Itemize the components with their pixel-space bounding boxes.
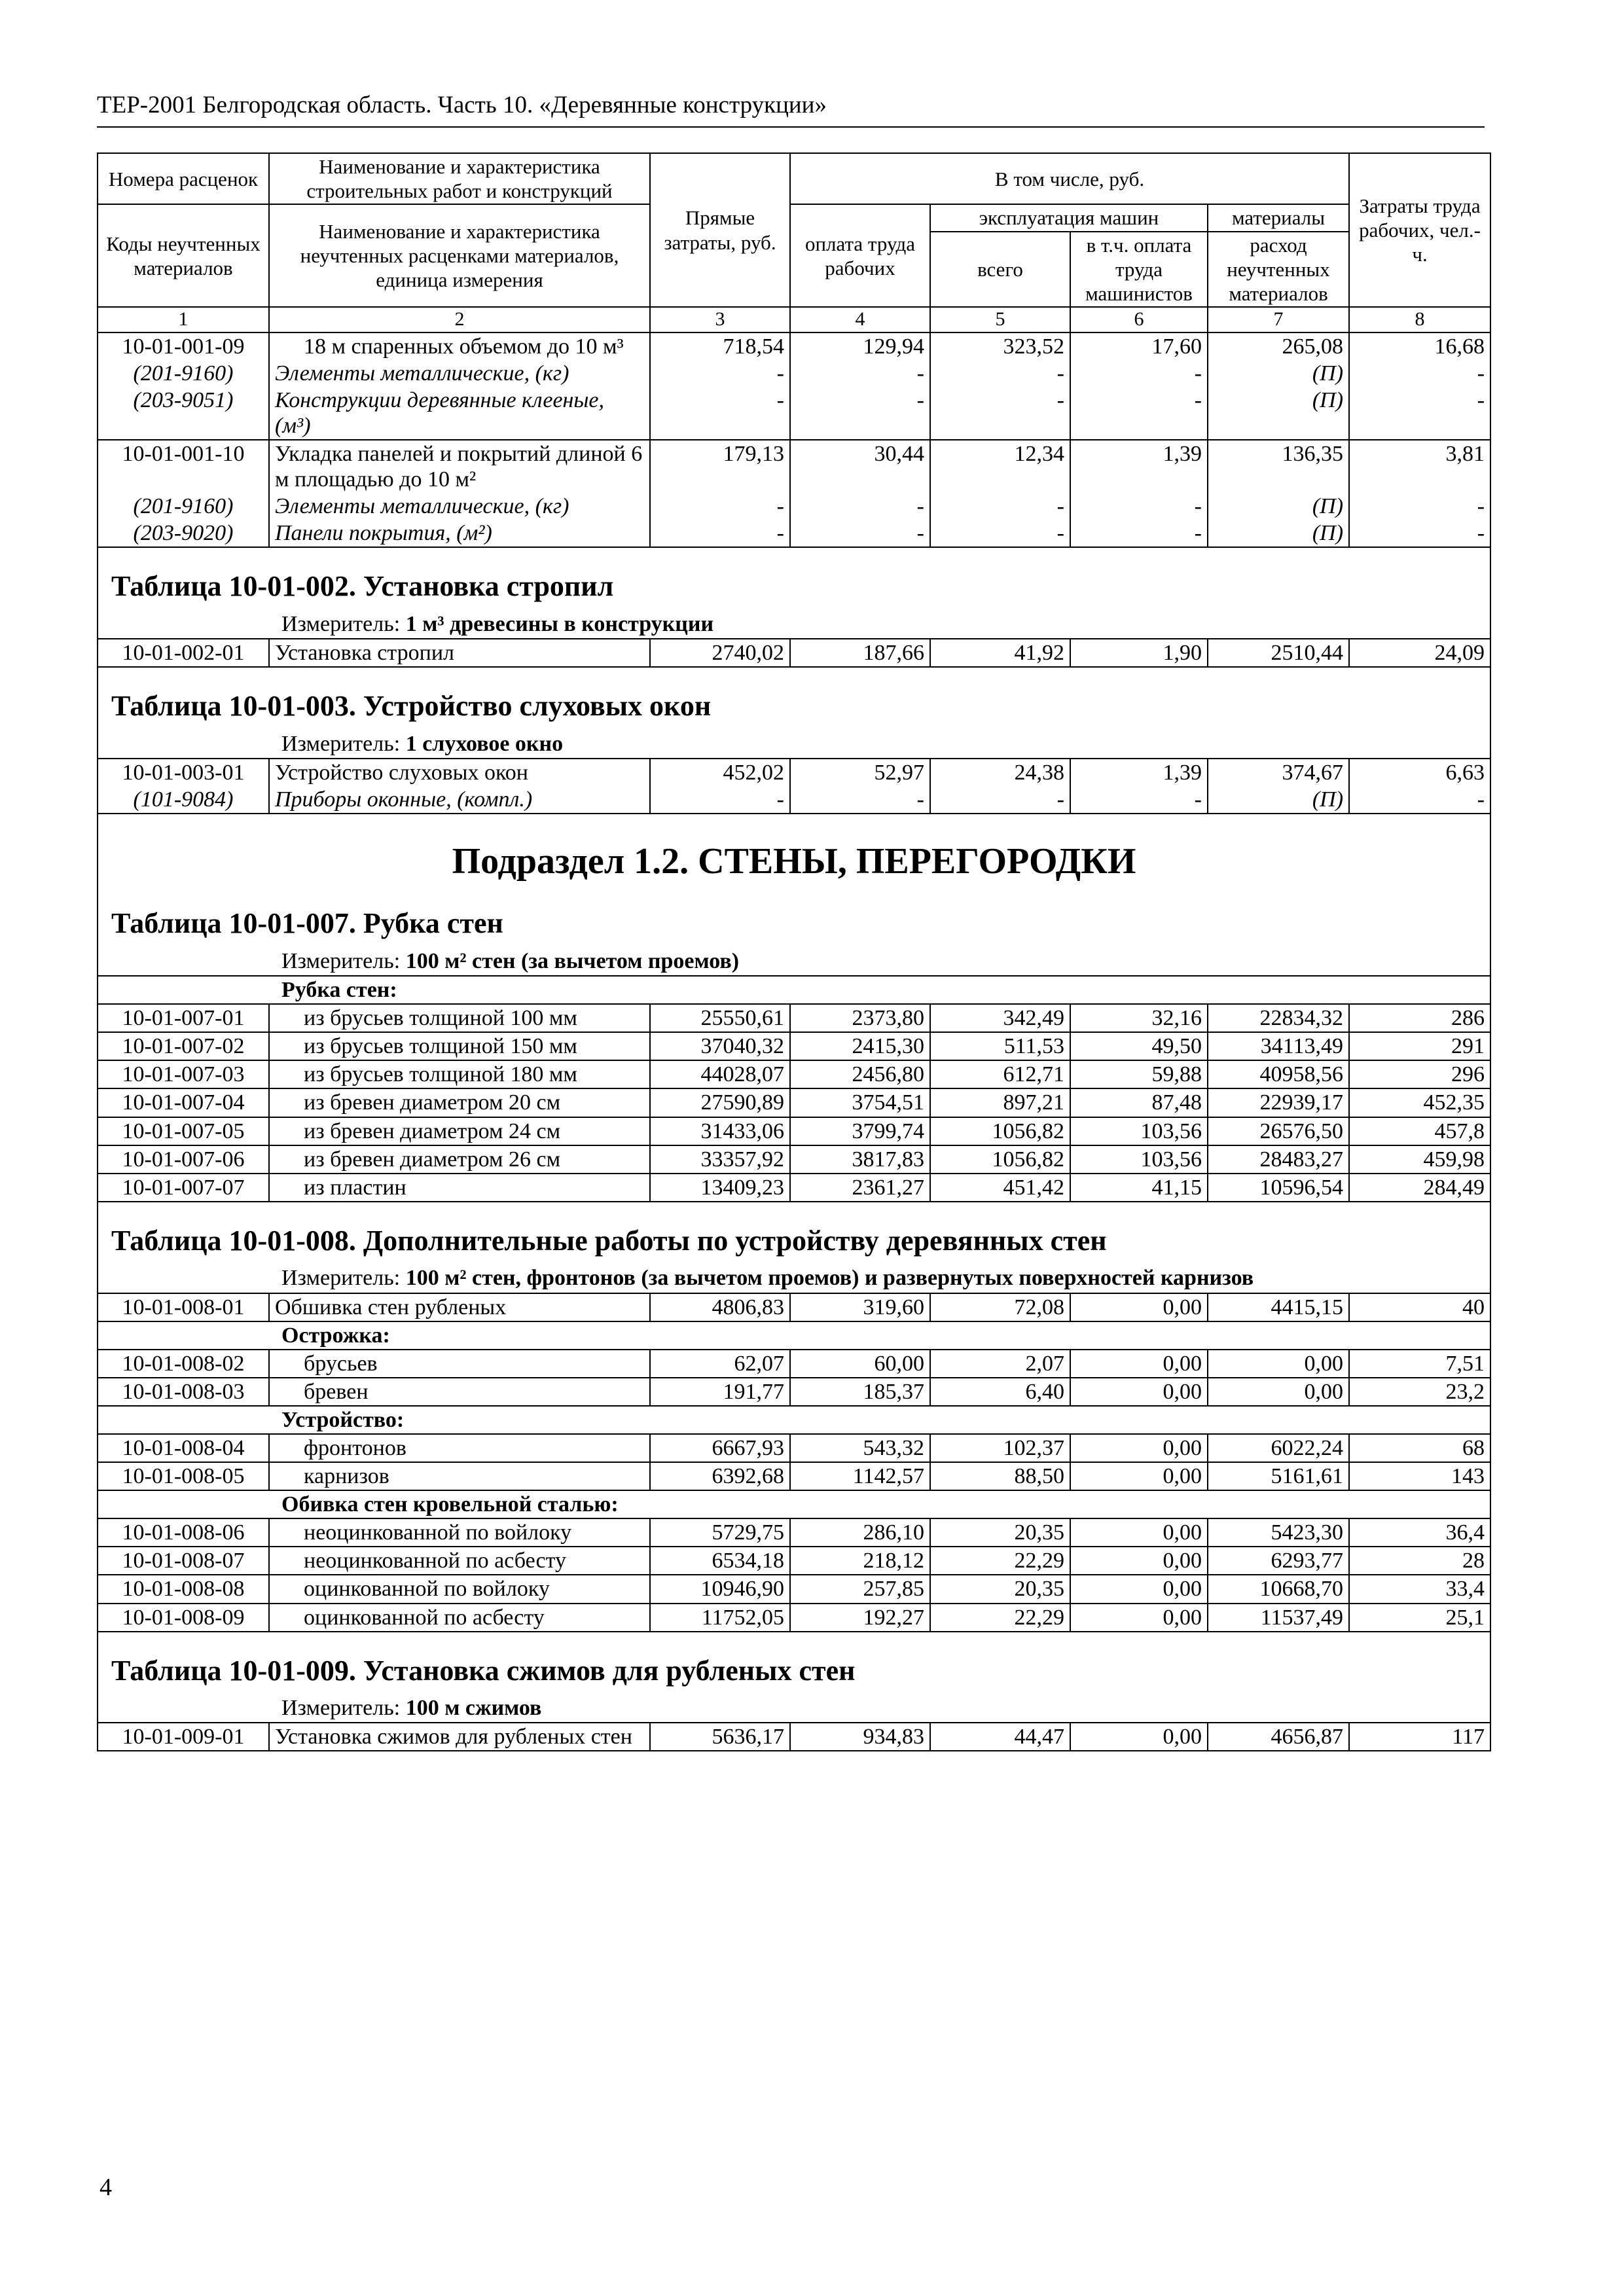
rate-code: 10-01-009-01 [98, 1723, 269, 1751]
rate-code: 10-01-001-10 [98, 440, 269, 493]
rate-code: 10-01-008-01 [98, 1293, 269, 1321]
material-row [98, 360, 1490, 387]
work-name: из бревен диаметром 26 см [269, 1145, 650, 1174]
table-row [98, 1032, 1490, 1060]
column-index-row [98, 307, 1490, 332]
col-unaccounted-materials: расход неучтенных материалов [1208, 232, 1349, 308]
value-cell: - [930, 786, 1070, 814]
value-cell: 459,98 [1349, 1145, 1490, 1174]
material-row [98, 520, 1490, 547]
value-cell: (П) [1208, 387, 1349, 440]
rate-code: 10-01-008-09 [98, 1604, 269, 1632]
measure-label: Измеритель: [281, 949, 401, 974]
work-name: из брусьев толщиной 150 мм [269, 1032, 650, 1060]
table-row [98, 1350, 1490, 1378]
measure-line [98, 1693, 1490, 1723]
group-label: Острожка: [98, 1321, 1490, 1350]
value-cell: - [1349, 786, 1490, 814]
value-cell: 452,35 [1349, 1088, 1490, 1117]
value-cell: 20,35 [930, 1575, 1070, 1603]
value-cell: 44,47 [930, 1723, 1070, 1751]
table-row [98, 1604, 1490, 1632]
value-cell: 0,00 [1070, 1378, 1208, 1406]
value-cell: 6293,77 [1208, 1547, 1349, 1575]
value-cell: 0,00 [1070, 1547, 1208, 1575]
table-row [98, 1462, 1490, 1490]
value-cell: 52,97 [790, 759, 930, 786]
value-cell: 24,09 [1349, 639, 1490, 667]
value-cell: - [1070, 493, 1208, 520]
value-cell: 10946,90 [650, 1575, 790, 1603]
value-cell: 26576,50 [1208, 1117, 1349, 1145]
value-cell: 2456,80 [790, 1060, 930, 1088]
value-cell: 6392,68 [650, 1462, 790, 1490]
col-index: 6 [1070, 307, 1208, 332]
value-cell: 2361,27 [790, 1174, 930, 1202]
value-cell: 6667,93 [650, 1434, 790, 1462]
material-code: (203-9020) [98, 520, 269, 547]
value-cell: 0,00 [1070, 1350, 1208, 1378]
table-row [98, 1117, 1490, 1145]
measure-value: 1 м³ древесины в конструкции [405, 611, 714, 636]
work-name: бревен [269, 1378, 650, 1406]
value-cell: - [1070, 520, 1208, 547]
value-cell: 2373,80 [790, 1004, 930, 1032]
work-name: брусьев [269, 1350, 650, 1378]
value-cell: 0,00 [1070, 1604, 1208, 1632]
value-cell: 22834,32 [1208, 1004, 1349, 1032]
value-cell: 4806,83 [650, 1293, 790, 1321]
material-row [98, 786, 1490, 814]
value-cell: 187,66 [790, 639, 930, 667]
value-cell: (П) [1208, 360, 1349, 387]
value-cell: 0,00 [1070, 1462, 1208, 1490]
value-cell: 10668,70 [1208, 1575, 1349, 1603]
value-cell: 28483,27 [1208, 1145, 1349, 1174]
material-name: Конструкции деревянные клееные, (м³) [269, 387, 650, 440]
rate-code: 10-01-008-07 [98, 1547, 269, 1575]
work-name: из бревен диаметром 24 см [269, 1117, 650, 1145]
value-cell: 179,13 [650, 440, 790, 493]
table-row [98, 1378, 1490, 1406]
work-name: из пластин [269, 1174, 650, 1202]
work-name: Укладка панелей и покрытий длиной 6 м площадью до 10 м² [269, 440, 650, 493]
value-cell: 4656,87 [1208, 1723, 1349, 1751]
subsection-title: Подраздел 1.2. СТЕНЫ, ПЕРЕГОРОДКИ [98, 814, 1490, 901]
value-cell: 2415,30 [790, 1032, 930, 1060]
value-cell: 13409,23 [650, 1174, 790, 1202]
value-cell: 1,39 [1070, 440, 1208, 493]
rate-code: 10-01-007-06 [98, 1145, 269, 1174]
table-title: Таблица 10-01-007. Рубка стен [98, 901, 1490, 946]
measure-line [98, 946, 1490, 976]
value-cell: 934,83 [790, 1723, 930, 1751]
measure-label: Измеритель: [281, 611, 401, 636]
value-cell: 2510,44 [1208, 639, 1349, 667]
value-cell: 286,10 [790, 1518, 930, 1547]
col-materials: материалы [1208, 204, 1349, 231]
value-cell: 3,81 [1349, 440, 1490, 493]
work-name: Устройство слуховых окон [269, 759, 650, 786]
rate-code: 10-01-008-05 [98, 1462, 269, 1490]
work-name: из брусьев толщиной 180 мм [269, 1060, 650, 1088]
value-cell: 44028,07 [650, 1060, 790, 1088]
col-index: 5 [930, 307, 1070, 332]
value-cell: 36,4 [1349, 1518, 1490, 1547]
rate-code: 10-01-002-01 [98, 639, 269, 667]
value-cell: 32,16 [1070, 1004, 1208, 1032]
value-cell: 6,40 [930, 1378, 1070, 1406]
value-cell: - [1070, 387, 1208, 440]
value-cell: 10596,54 [1208, 1174, 1349, 1202]
value-cell: 265,08 [1208, 332, 1349, 360]
value-cell: 1056,82 [930, 1117, 1070, 1145]
value-cell: 129,94 [790, 332, 930, 360]
table-row [98, 1088, 1490, 1117]
table-row [98, 440, 1490, 493]
value-cell: 11752,05 [650, 1604, 790, 1632]
table-row [98, 1174, 1490, 1202]
value-cell: 0,00 [1070, 1434, 1208, 1462]
work-name: Установка сжимов для рубленых стен [269, 1723, 650, 1751]
value-cell: 7,51 [1349, 1350, 1490, 1378]
rate-code: 10-01-007-05 [98, 1117, 269, 1145]
value-cell: - [1349, 520, 1490, 547]
measure-label: Измеритель: [281, 1696, 401, 1721]
material-code: (201-9160) [98, 493, 269, 520]
rate-code: 10-01-003-01 [98, 759, 269, 786]
rates-table [97, 152, 1491, 1751]
table-row [98, 332, 1490, 360]
table-row [98, 1547, 1490, 1575]
col-machines-total: всего [930, 232, 1070, 308]
value-cell: - [650, 387, 790, 440]
col-index: 7 [1208, 307, 1349, 332]
value-cell: 0,00 [1070, 1518, 1208, 1547]
value-cell: 612,71 [930, 1060, 1070, 1088]
value-cell: 452,02 [650, 759, 790, 786]
value-cell: 49,50 [1070, 1032, 1208, 1060]
table-row [98, 1434, 1490, 1462]
col-index: 2 [269, 307, 650, 332]
value-cell: 257,85 [790, 1575, 930, 1603]
value-cell: 5729,75 [650, 1518, 790, 1547]
work-name: Обшивка стен рубленых [269, 1293, 650, 1321]
value-cell: - [790, 520, 930, 547]
value-cell: 342,49 [930, 1004, 1070, 1032]
table-title: Таблица 10-01-008. Дополнительные работы по устройству деревянных стен [98, 1202, 1490, 1263]
col-index: 4 [790, 307, 930, 332]
value-cell: 192,27 [790, 1604, 930, 1632]
material-name: Приборы оконные, (компл.) [269, 786, 650, 814]
work-name: 18 м спаренных объемом до 10 м³ [269, 332, 650, 360]
value-cell: 5161,61 [1208, 1462, 1349, 1490]
work-name: Установка стропил [269, 639, 650, 667]
value-cell: - [650, 493, 790, 520]
value-cell: - [1070, 360, 1208, 387]
value-cell: - [650, 360, 790, 387]
value-cell: 319,60 [790, 1293, 930, 1321]
work-name: карнизов [269, 1462, 650, 1490]
measure-value: 100 м² стен (за вычетом проемов) [405, 949, 740, 974]
value-cell: 897,21 [930, 1088, 1070, 1117]
table-row [98, 1518, 1490, 1547]
value-cell: (П) [1208, 520, 1349, 547]
value-cell: - [930, 520, 1070, 547]
value-cell: - [930, 360, 1070, 387]
value-cell: 2,07 [930, 1350, 1070, 1378]
value-cell: - [650, 520, 790, 547]
value-cell: 34113,49 [1208, 1032, 1349, 1060]
col-index: 8 [1349, 307, 1490, 332]
value-cell: 60,00 [790, 1350, 930, 1378]
value-cell: 11537,49 [1208, 1604, 1349, 1632]
work-name: из бревен диаметром 20 см [269, 1088, 650, 1117]
value-cell: 87,48 [1070, 1088, 1208, 1117]
value-cell: (П) [1208, 786, 1349, 814]
group-label: Обивка стен кровельной сталью: [98, 1490, 1490, 1518]
measure-label: Измеритель: [281, 731, 401, 756]
rate-code: 10-01-008-06 [98, 1518, 269, 1547]
table-row [98, 1723, 1490, 1751]
value-cell: 103,56 [1070, 1117, 1208, 1145]
value-cell: 33357,92 [650, 1145, 790, 1174]
table-title: Таблица 10-01-009. Установка сжимов для рубленых стен [98, 1632, 1490, 1693]
material-name: Элементы металлические, (кг) [269, 360, 650, 387]
table-title: Таблица 10-01-003. Устройство слуховых окон [98, 667, 1490, 728]
value-cell: 25,1 [1349, 1604, 1490, 1632]
value-cell: 374,67 [1208, 759, 1349, 786]
value-cell: 6,63 [1349, 759, 1490, 786]
value-cell: 143 [1349, 1462, 1490, 1490]
value-cell: 286 [1349, 1004, 1490, 1032]
value-cell: 4415,15 [1208, 1293, 1349, 1321]
value-cell: 1,90 [1070, 639, 1208, 667]
rate-code: 10-01-007-07 [98, 1174, 269, 1202]
group-label: Рубка стен: [98, 976, 1490, 1004]
material-code: (201-9160) [98, 360, 269, 387]
col-machine-operators: в т.ч. оплата труда машинистов [1070, 232, 1208, 308]
value-cell: 451,42 [930, 1174, 1070, 1202]
value-cell: 25550,61 [650, 1004, 790, 1032]
material-row [98, 387, 1490, 440]
value-cell: - [1349, 360, 1490, 387]
col-material-codes: Коды неучтенных материалов [98, 204, 269, 307]
value-cell: 1056,82 [930, 1145, 1070, 1174]
value-cell: 6022,24 [1208, 1434, 1349, 1462]
value-cell: - [790, 786, 930, 814]
value-cell: 40 [1349, 1293, 1490, 1321]
value-cell: 3799,74 [790, 1117, 930, 1145]
value-cell: 718,54 [650, 332, 790, 360]
value-cell: 136,35 [1208, 440, 1349, 493]
rate-code: 10-01-001-09 [98, 332, 269, 360]
value-cell: 0,00 [1070, 1723, 1208, 1751]
rate-code: 10-01-007-01 [98, 1004, 269, 1032]
value-cell: - [930, 493, 1070, 520]
measure-line [98, 609, 1490, 639]
value-cell: 117 [1349, 1723, 1490, 1751]
value-cell: 2740,02 [650, 639, 790, 667]
value-cell: 0,00 [1070, 1293, 1208, 1321]
measure-line [98, 728, 1490, 759]
table-title: Таблица 10-01-002. Установка стропил [98, 547, 1490, 609]
measure-value: 100 м сжимов [405, 1696, 542, 1721]
material-code: (101-9084) [98, 786, 269, 814]
value-cell: 24,38 [930, 759, 1070, 786]
value-cell: 59,88 [1070, 1060, 1208, 1088]
value-cell: 20,35 [930, 1518, 1070, 1547]
table-row [98, 1145, 1490, 1174]
value-cell: 12,34 [930, 440, 1070, 493]
rate-code: 10-01-007-03 [98, 1060, 269, 1088]
value-cell: 6534,18 [650, 1547, 790, 1575]
work-name: из брусьев толщиной 100 мм [269, 1004, 650, 1032]
value-cell: - [1349, 387, 1490, 440]
value-cell: 41,15 [1070, 1174, 1208, 1202]
table-row [98, 1575, 1490, 1603]
measure-value: 1 слуховое окно [405, 731, 564, 756]
value-cell: - [790, 360, 930, 387]
material-name: Панели покрытия, (м²) [269, 520, 650, 547]
rate-code: 10-01-008-03 [98, 1378, 269, 1406]
value-cell: 511,53 [930, 1032, 1070, 1060]
value-cell: 5636,17 [650, 1723, 790, 1751]
value-cell: 22,29 [930, 1604, 1070, 1632]
table-row [98, 759, 1490, 786]
value-cell: - [790, 387, 930, 440]
value-cell: - [790, 493, 930, 520]
value-cell: 17,60 [1070, 332, 1208, 360]
value-cell: 457,8 [1349, 1117, 1490, 1145]
value-cell: 22,29 [930, 1547, 1070, 1575]
value-cell: 37040,32 [650, 1032, 790, 1060]
value-cell: 28 [1349, 1547, 1490, 1575]
measure-label: Измеритель: [281, 1266, 401, 1291]
page-header: ТЕР-2001 Белгородская область. Часть 10. «Деревянные конструкции» [97, 93, 1485, 128]
work-name: неоцинкованной по войлоку [269, 1518, 650, 1547]
value-cell: 33,4 [1349, 1575, 1490, 1603]
value-cell: - [1070, 786, 1208, 814]
table-row [98, 639, 1490, 667]
value-cell: 62,07 [650, 1350, 790, 1378]
material-row [98, 493, 1490, 520]
col-rate-numbers: Номера расценок [98, 153, 269, 204]
rate-code: 10-01-007-02 [98, 1032, 269, 1060]
col-direct-costs: Прямые затраты, руб. [650, 153, 790, 307]
table-row [98, 1004, 1490, 1032]
value-cell: 185,37 [790, 1378, 930, 1406]
value-cell: - [930, 387, 1070, 440]
work-name: оцинкованной по асбесту [269, 1604, 650, 1632]
col-labor-pay: оплата труда рабочих [790, 204, 930, 307]
value-cell: 323,52 [930, 332, 1070, 360]
work-name: фронтонов [269, 1434, 650, 1462]
measure-value: 100 м² стен, фронтонов (за вычетом проемов) и развернутых поверхностей карнизов [405, 1266, 1254, 1291]
value-cell: 72,08 [930, 1293, 1070, 1321]
value-cell: 22939,17 [1208, 1088, 1349, 1117]
table-row [98, 1060, 1490, 1088]
rate-code: 10-01-008-02 [98, 1350, 269, 1378]
value-cell: 27590,89 [650, 1088, 790, 1117]
value-cell: 5423,30 [1208, 1518, 1349, 1547]
value-cell: 88,50 [930, 1462, 1070, 1490]
value-cell: 284,49 [1349, 1174, 1490, 1202]
value-cell: - [650, 786, 790, 814]
value-cell: 291 [1349, 1032, 1490, 1060]
col-work-name: Наименование и характеристика строительных работ и конструкций [269, 153, 650, 204]
table-row [98, 1293, 1490, 1321]
value-cell: 16,68 [1349, 332, 1490, 360]
group-label: Устройство: [98, 1406, 1490, 1434]
value-cell: 0,00 [1208, 1350, 1349, 1378]
value-cell: 40958,56 [1208, 1060, 1349, 1088]
col-index: 3 [650, 307, 790, 332]
measure-line [98, 1263, 1490, 1293]
value-cell: 296 [1349, 1060, 1490, 1088]
value-cell: 3754,51 [790, 1088, 930, 1117]
value-cell: 1142,57 [790, 1462, 930, 1490]
value-cell: - [1349, 493, 1490, 520]
value-cell: 543,32 [790, 1434, 930, 1462]
page-number: 4 [99, 2174, 112, 2201]
value-cell: 3817,83 [790, 1145, 930, 1174]
table-header [98, 153, 1490, 307]
value-cell: 23,2 [1349, 1378, 1490, 1406]
rate-code: 10-01-008-04 [98, 1434, 269, 1462]
value-cell: 102,37 [930, 1434, 1070, 1462]
value-cell: 68 [1349, 1434, 1490, 1462]
value-cell: 218,12 [790, 1547, 930, 1575]
value-cell: 30,44 [790, 440, 930, 493]
value-cell: 1,39 [1070, 759, 1208, 786]
rate-code: 10-01-007-04 [98, 1088, 269, 1117]
work-name: неоцинкованной по асбесту [269, 1547, 650, 1575]
value-cell: 0,00 [1070, 1575, 1208, 1603]
col-labor-cost: Затраты труда рабочих, чел.-ч. [1349, 153, 1490, 307]
value-cell: 41,92 [930, 639, 1070, 667]
work-name: оцинкованной по войлоку [269, 1575, 650, 1603]
value-cell: 191,77 [650, 1378, 790, 1406]
value-cell: 0,00 [1208, 1378, 1349, 1406]
value-cell: (П) [1208, 493, 1349, 520]
col-including: В том числе, руб. [790, 153, 1349, 204]
material-code: (203-9051) [98, 387, 269, 440]
col-machines: эксплуатация машин [930, 204, 1208, 231]
col-index: 1 [98, 307, 269, 332]
col-material-names: Наименование и характеристика неучтенных расценками материалов, единица измерения [269, 204, 650, 307]
value-cell: 31433,06 [650, 1117, 790, 1145]
value-cell: 103,56 [1070, 1145, 1208, 1174]
material-name: Элементы металлические, (кг) [269, 493, 650, 520]
rate-code: 10-01-008-08 [98, 1575, 269, 1603]
